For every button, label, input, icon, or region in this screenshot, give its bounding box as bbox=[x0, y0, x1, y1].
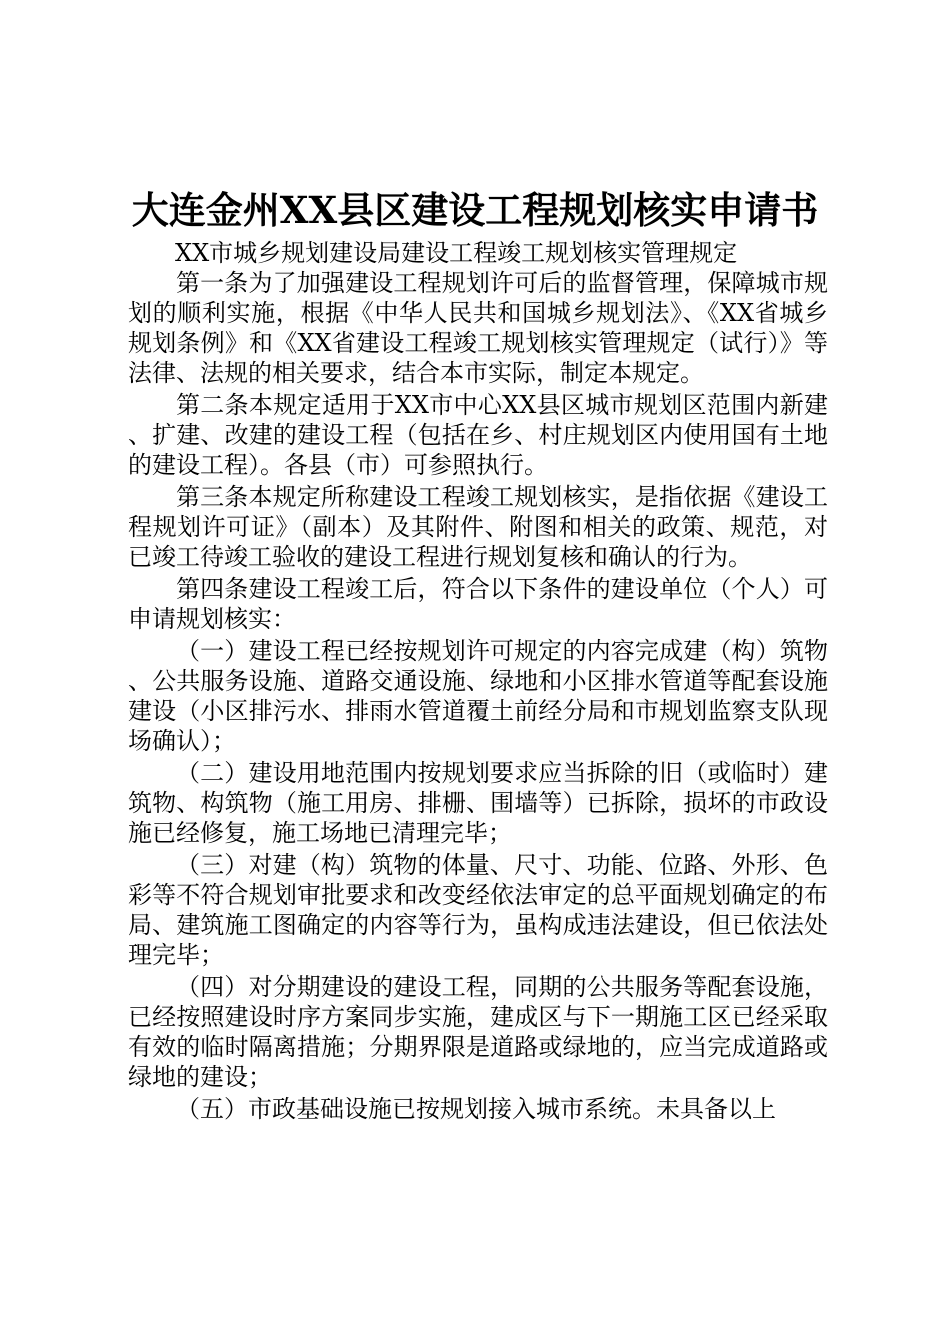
paragraph-item-5: （五）市政基础设施已按规划接入城市系统。未具备以上 bbox=[176, 1095, 776, 1123]
paragraph-article-2: 第二条本规定适用于XX市中心XX县区城市规划区范围内新建、扩建、改建的建设工程（包括在乡、村庄规划区内使用国有土地的建设工程）。各县（市）可参照执行。 bbox=[128, 391, 828, 479]
document-subtitle: XX市城乡规划建设局建设工程竣工规划核实管理规定 bbox=[175, 239, 738, 267]
paragraph-item-4: （四）对分期建设的建设工程，同期的公共服务等配套设施，已经按照建设时序方案同步实施，建成区与下一期施工区已经采取有效的临时隔离措施；分期界限是道路或绿地的，应当完成道路或绿地的建设； bbox=[128, 973, 828, 1091]
paragraph-article-4: 第四条建设工程竣工后，符合以下条件的建设单位（个人）可申请规划核实： bbox=[128, 575, 828, 633]
paragraph-item-1: （一）建设工程已经按规划许可规定的内容完成建（构）筑物、公共服务设施、道路交通设施、绿地和小区排水管道等配套设施建设（小区排污水、排雨水管道覆土前经分局和市规划监察支队现场确认）； bbox=[128, 637, 828, 755]
paragraph-article-3: 第三条本规定所称建设工程竣工规划核实，是指依据《建设工程规划许可证》（副本）及其附件、附图和相关的政策、规范，对已竣工待竣工验收的建设工程进行规划复核和确认的行为。 bbox=[128, 483, 828, 571]
paragraph-article-1: 第一条为了加强建设工程规划许可后的监督管理，保障城市规划的顺利实施，根据《中华人民共和国城乡规划法》、《XX省城乡规划条例》和《XX省建设工程竣工规划核实管理规定（试行）》等法律、法规的相关要求，结合本市实际，制定本规定。 bbox=[128, 269, 828, 387]
document-body bbox=[128, 268, 828, 1124]
paragraph-item-2: （二）建设用地范围内按规划要求应当拆除的旧（或临时）建筑物、构筑物（施工用房、排栅、围墙等）已拆除，损坏的市政设施已经修复，施工场地已清理完毕； bbox=[128, 759, 828, 847]
paragraph-item-3: （三）对建（构）筑物的体量、尺寸、功能、位路、外形、色彩等不符合规划审批要求和改变经依法审定的总平面规划确定的布局、建筑施工图确定的内容等行为，虽构成违法建设，但已依法处理完毕； bbox=[128, 851, 828, 969]
document-title: 大连金州XX县区建设工程规划核实申请书 bbox=[131, 188, 819, 232]
